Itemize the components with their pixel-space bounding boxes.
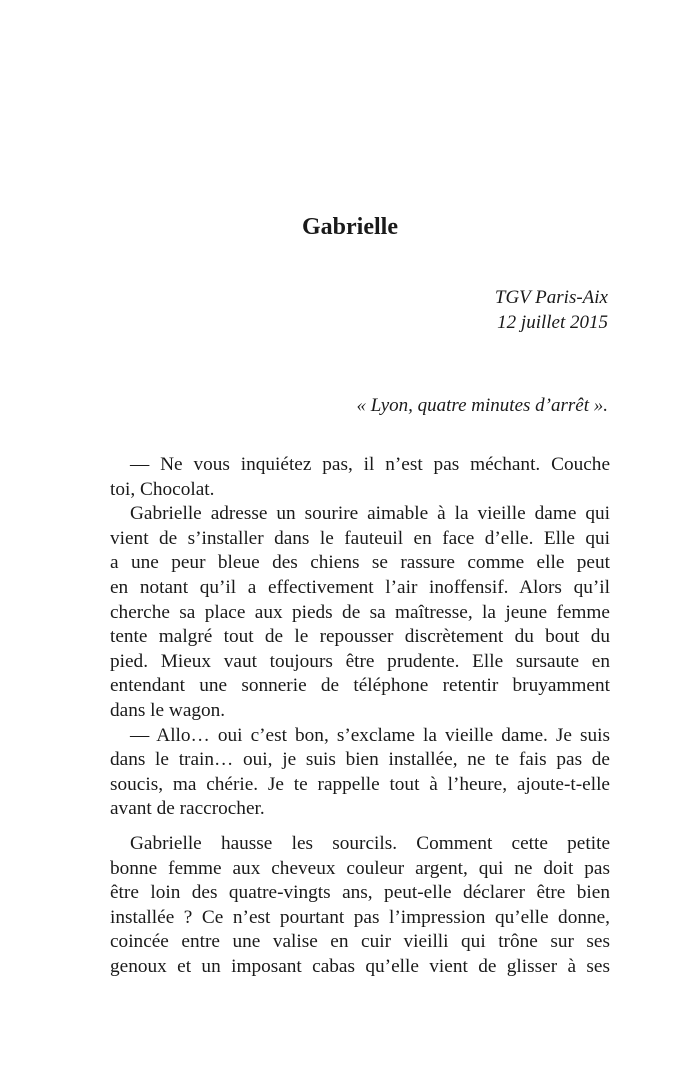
text-line: cherche sa place aux pieds de sa maîtresse, la jeune femme bbox=[110, 601, 610, 623]
dateline bbox=[495, 285, 608, 335]
text-line: avant de raccrocher. bbox=[110, 798, 265, 820]
text-line: soucis, ma chérie. Je te rappelle tout à l’heure, ajoute-t-elle bbox=[110, 773, 610, 795]
text-line: installée ? Ce n’est pourtant pas l’impression qu’elle donne, bbox=[110, 906, 610, 928]
text-line: genoux et un imposant cabas qu’elle vient de glisser à ses bbox=[110, 955, 610, 977]
text-line: dans le train… oui, je suis bien installée, ne te fais pas de bbox=[110, 749, 610, 771]
text-line: a une peur bleue des chiens se rassure comme elle peut bbox=[110, 552, 610, 574]
body-text bbox=[110, 453, 610, 979]
dateline-date: 12 juillet 2015 bbox=[497, 312, 608, 333]
text-line: vient de s’installer dans le fauteuil en face d’elle. Elle qui bbox=[110, 527, 610, 549]
epigraph: « Lyon, quatre minutes d’arrêt ». bbox=[356, 395, 608, 416]
chapter-title: Gabrielle bbox=[302, 214, 398, 240]
text-line: bonne femme aux cheveux couleur argent, qui ne doit pas bbox=[110, 857, 610, 879]
dateline-place: TGV Paris-Aix bbox=[494, 287, 608, 308]
text-line: tente malgré tout de le repousser discrètement du bout du bbox=[110, 626, 610, 648]
text-line: Gabrielle adresse un sourire aimable à la vieille dame qui bbox=[130, 503, 610, 525]
text-line: dans le wagon. bbox=[110, 699, 226, 721]
text-line: toi, Chocolat. bbox=[110, 478, 215, 500]
text-line: en notant qu’il a effectivement l’air inoffensif. Alors qu’il bbox=[110, 576, 610, 598]
paragraph bbox=[110, 724, 610, 822]
text-line: entendant une sonnerie de téléphone retentir bruyamment bbox=[110, 675, 610, 697]
paragraph bbox=[110, 453, 610, 502]
paragraph bbox=[110, 502, 610, 723]
text-line: Gabrielle hausse les sourcils. Comment cette petite bbox=[130, 832, 610, 854]
text-line: — Allo… oui c’est bon, s’exclame la vieille dame. Je suis bbox=[130, 724, 610, 746]
text-line: être loin des quatre-vingts ans, peut-elle déclarer être bien bbox=[110, 882, 610, 904]
text-line: coincée entre une valise en cuir vieilli qui trône sur ses bbox=[110, 931, 610, 953]
text-line: pied. Mieux vaut toujours être prudente. Elle sursaute en bbox=[110, 650, 610, 672]
paragraph bbox=[110, 832, 610, 980]
text-line: — Ne vous inquiétez pas, il n’est pas méchant. Couche bbox=[130, 454, 610, 475]
